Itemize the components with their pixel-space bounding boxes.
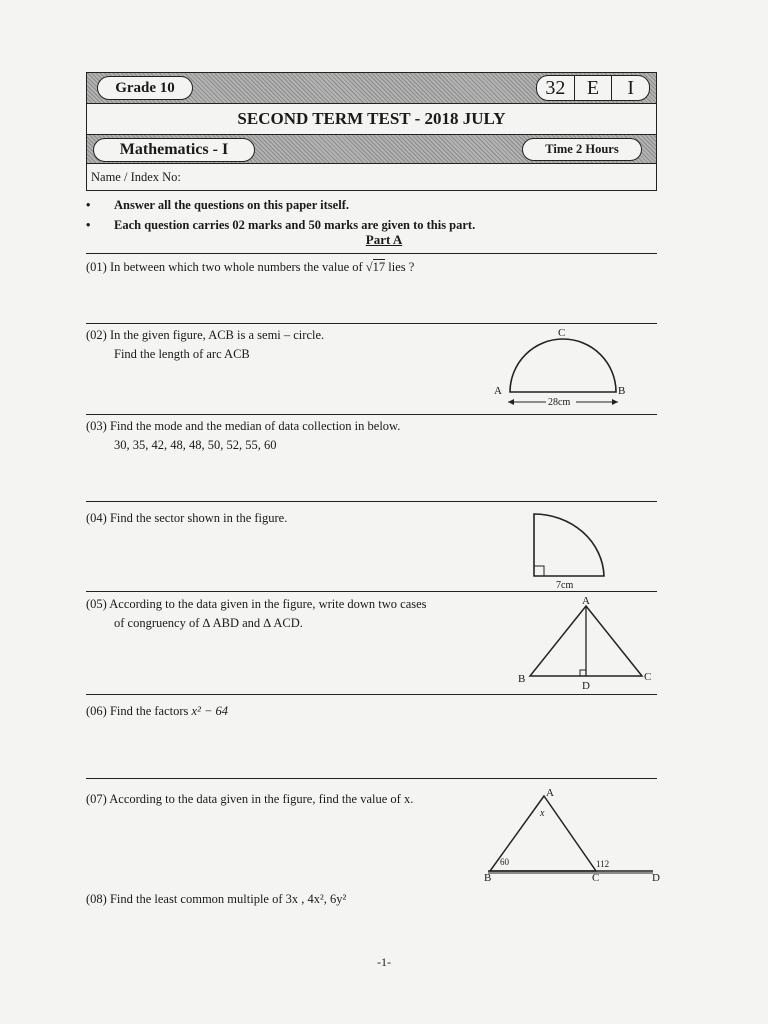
question-text-line2: of congruency of ∆ ABD and ∆ ACD. (114, 616, 303, 630)
angle-60-label: 60 (500, 857, 509, 867)
name-index-field[interactable]: Name / Index No: (86, 164, 657, 191)
angle-112-label: 112 (596, 859, 610, 869)
time-label: Time 2 Hours (522, 138, 642, 161)
semicircle-figure (490, 322, 640, 412)
point-a-label: A (582, 595, 590, 607)
exam-title: SECOND TERM TEST - 2018 JULY (86, 104, 657, 134)
grade-label: Grade 10 (97, 76, 193, 100)
dimension-label: 28cm (548, 397, 571, 408)
sector-figure (526, 508, 616, 590)
question-08 (86, 890, 346, 909)
question-text: In the given figure, ACB is a semi – circle. (109, 328, 325, 342)
divider (86, 253, 657, 254)
question-07 (86, 790, 413, 809)
question-02 (86, 326, 324, 364)
right-angle-marker (534, 566, 544, 576)
question-06 (86, 702, 228, 721)
instructions (86, 195, 475, 235)
radicand: 17 (372, 260, 386, 274)
point-c-label: C (592, 872, 600, 882)
question-05 (86, 595, 427, 633)
right-angle-marker (580, 670, 586, 676)
page-number: -1- (377, 955, 391, 969)
question-text: Find the mode and the median of data collection in below. (109, 419, 401, 433)
paper-code-number: 32 (545, 77, 566, 99)
question-number: (07) (86, 792, 107, 806)
point-c-label: C (558, 327, 566, 339)
question-03 (86, 417, 400, 455)
paper-code-part: I (611, 76, 649, 100)
point-a-label: A (546, 787, 554, 799)
point-d-label: D (652, 872, 660, 882)
arrow-left-icon (508, 399, 514, 405)
point-b-label: B (618, 385, 626, 397)
paper-code-medium: E (574, 76, 612, 100)
question-text-tail: lies ? (388, 260, 415, 274)
question-number: (02) (86, 328, 107, 342)
header-band-subject (86, 134, 657, 164)
expression: x² − 64 (191, 704, 229, 718)
point-c-label: C (644, 671, 652, 683)
question-01 (86, 258, 414, 277)
question-text: In between which two whole numbers the value of (109, 260, 363, 274)
divider (86, 414, 657, 415)
data-values: 30, 35, 42, 48, 48, 50, 52, 55, 60 (114, 438, 277, 452)
instruction-text: Each question carries 02 marks and 50 marks are given to this part. (114, 218, 476, 232)
question-number: (01) (86, 260, 107, 274)
subject-label: Mathematics - I (93, 138, 255, 162)
exterior-angle-figure (478, 786, 663, 882)
point-a-label: A (494, 385, 502, 397)
bullet-icon: • (86, 218, 91, 232)
sector-radius-label: 7cm (556, 580, 574, 590)
paper-code (536, 75, 650, 101)
semicircle-arc (510, 339, 616, 392)
question-text: Find the factors (109, 704, 189, 718)
question-number: (08) (86, 892, 107, 906)
divider (86, 694, 657, 695)
point-b-label: B (518, 673, 526, 685)
part-heading: Part A (365, 232, 403, 247)
isosceles-triangle-figure (512, 592, 657, 692)
question-text-line2: Find the length of arc ACB (114, 347, 250, 361)
question-number: (04) (86, 511, 107, 525)
question-text: According to the data given in the figure, write down two cases (109, 597, 427, 611)
question-04 (86, 509, 287, 528)
point-d-label: D (582, 680, 590, 692)
header-band-top (86, 72, 657, 104)
divider (86, 501, 657, 502)
instruction-text: Answer all the questions on this paper itself. (114, 198, 349, 212)
question-number: (05) (86, 597, 107, 611)
question-text: Find the least common multiple of 3x , 4x², 6y² (109, 892, 347, 906)
point-b-label: B (484, 872, 492, 882)
divider (86, 778, 657, 779)
sqrt-icon: √17 (365, 260, 386, 274)
question-number: (06) (86, 704, 107, 718)
arrow-right-icon (612, 399, 618, 405)
angle-x-label: x (540, 808, 545, 819)
question-text: According to the data given in the figure, find the value of x. (109, 792, 414, 806)
question-text: Find the sector shown in the figure. (109, 511, 288, 525)
exam-header (86, 72, 657, 191)
bullet-icon: • (86, 198, 91, 212)
question-number: (03) (86, 419, 107, 433)
instruction-item (86, 195, 475, 215)
